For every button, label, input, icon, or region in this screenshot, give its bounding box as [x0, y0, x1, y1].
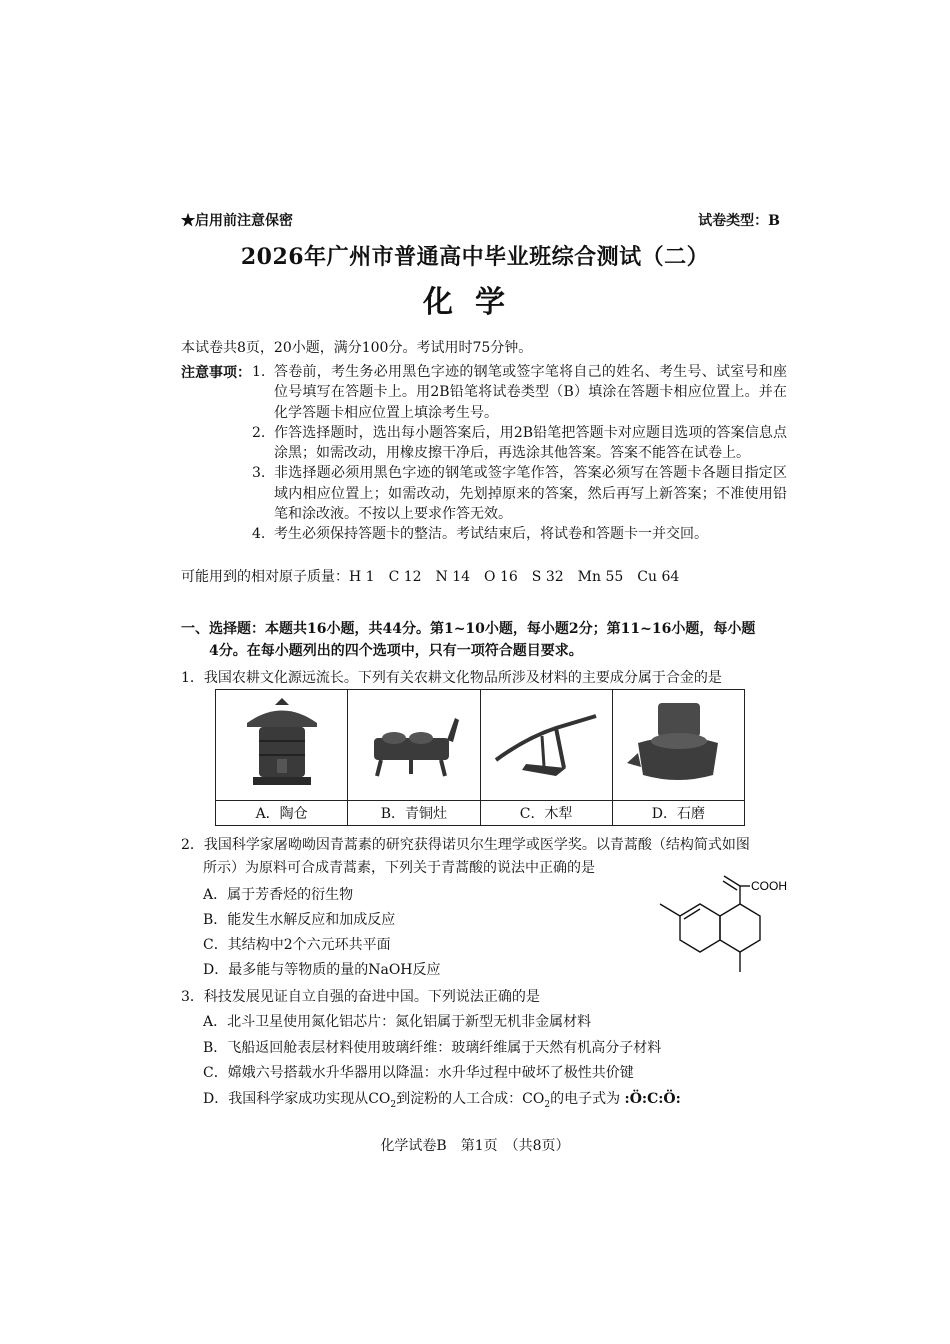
question-1-stem: 1．我国农耕文化源远流长。下列有关农耕文化物品所涉及材料的主要成分属于合金的是	[181, 670, 722, 686]
option-c: C．其结构中2个六元环共平面	[203, 937, 391, 953]
option-c: C．嫦娥六号搭载水升华器用以降温：水升华过程中破坏了极性共价键	[203, 1065, 634, 1081]
option-a-label: A．陶仓	[216, 801, 348, 826]
bronze-stove-icon	[348, 690, 480, 801]
page-footer: 化学试卷B 第1页 （共8页）	[380, 1138, 570, 1154]
subject-title: 化学	[423, 285, 527, 320]
co2-electron-formula: :Ö:C:Ö:	[624, 1090, 681, 1107]
stone-mill-icon	[612, 690, 744, 801]
question-1-image-table	[215, 689, 745, 826]
confidential-note: ★启用前注意保密	[181, 213, 293, 229]
option-c-label: C．木犁	[480, 801, 612, 826]
option-a: A．北斗卫星使用氮化铝芯片：氮化铝属于新型无机非金属材料	[203, 1014, 592, 1030]
question-2-stem: 2．我国科学家屠呦呦因青蒿素的研究获得诺贝尔生理学或医学奖。以青蒿酸（结构简式如图 所示）为原料可合成青蒿素，下列关于青蒿酸的说法中正确的是	[181, 837, 750, 876]
notice-label: 注意事项：	[181, 365, 251, 381]
option-d: D．我国科学家成功实现从$CO_2$到淀粉的人工合成：$CO_2$的电子式为 :Ö:C:Ö:	[203, 1090, 681, 1110]
notice-list	[252, 362, 787, 545]
notice-item: 3. 非选择题必须用黑色字迹的钢笔或签字笔作答，答案必须写在答题卡各题目指定区域内相应位置上；如需改动，先划掉原来的答案，然后再写上新答案；不准使用铅笔和涂改液。不按以上要求作答无效。	[252, 465, 787, 523]
pottery-granary-icon	[216, 690, 348, 801]
option-d-label: D．石磨	[612, 801, 744, 826]
artemisinic-acid-structure	[650, 872, 790, 982]
option-b: B．能发生水解反应和加成反应	[203, 912, 396, 928]
exam-intro: 本试卷共8页，20小题，满分100分。考试用时75分钟。	[181, 340, 533, 356]
section-heading: 一、选择题：本题共16小题，共44分。第1~10小题，每小题2分；第11~16小题，每小题 4分。在每小题列出的四个选项中，只有一项符合题目要求。	[181, 621, 756, 659]
atomic-masses: 可能用到的相对原子质量：H 1 C 12 N 14 O 16 S 32 Mn 55 Cu 64	[181, 569, 680, 585]
option-b-label: B．青铜灶	[348, 801, 480, 826]
notice-item: 1. 答卷前，考生务必用黑色字迹的钢笔或签字笔将自己的姓名、考生号、试室号和座位号填写在答题卡上。用2B铅笔将试卷类型（B）填涂在答题卡相应位置上。并在化学答题卡相应位置上填涂考生号。	[252, 364, 787, 421]
question-3-options	[203, 1010, 681, 1118]
question-2-options	[203, 883, 441, 983]
paper-type: 试卷类型：B	[698, 213, 780, 229]
option-d: D．最多能与等物质的量的NaOH反应	[203, 962, 441, 978]
notice-item: 4. 考生必须保持答题卡的整洁。考试结束后，将试卷和答题卡一并交回。	[252, 526, 708, 543]
notice-item: 2. 作答选择题时，选出每小题答案后，用2B铅笔把答题卡对应题目选项的答案信息点涂黑；如需改动，用橡皮擦干净后，再选涂其他答案。答案不能答在试卷上。	[252, 424, 787, 462]
cooh-label: COOH	[751, 879, 787, 893]
exam-title: 2026年广州市普通高中毕业班综合测试（二）	[240, 244, 710, 270]
option-b: B．飞船返回舱表层材料使用玻璃纤维：玻璃纤维属于天然有机高分子材料	[203, 1039, 662, 1056]
option-a: A．属于芳香烃的衍生物	[203, 887, 354, 903]
question-3-stem: 3．科技发展见证自立自强的奋进中国。下列说法正确的是	[181, 989, 540, 1005]
wooden-plow-icon	[480, 690, 612, 801]
